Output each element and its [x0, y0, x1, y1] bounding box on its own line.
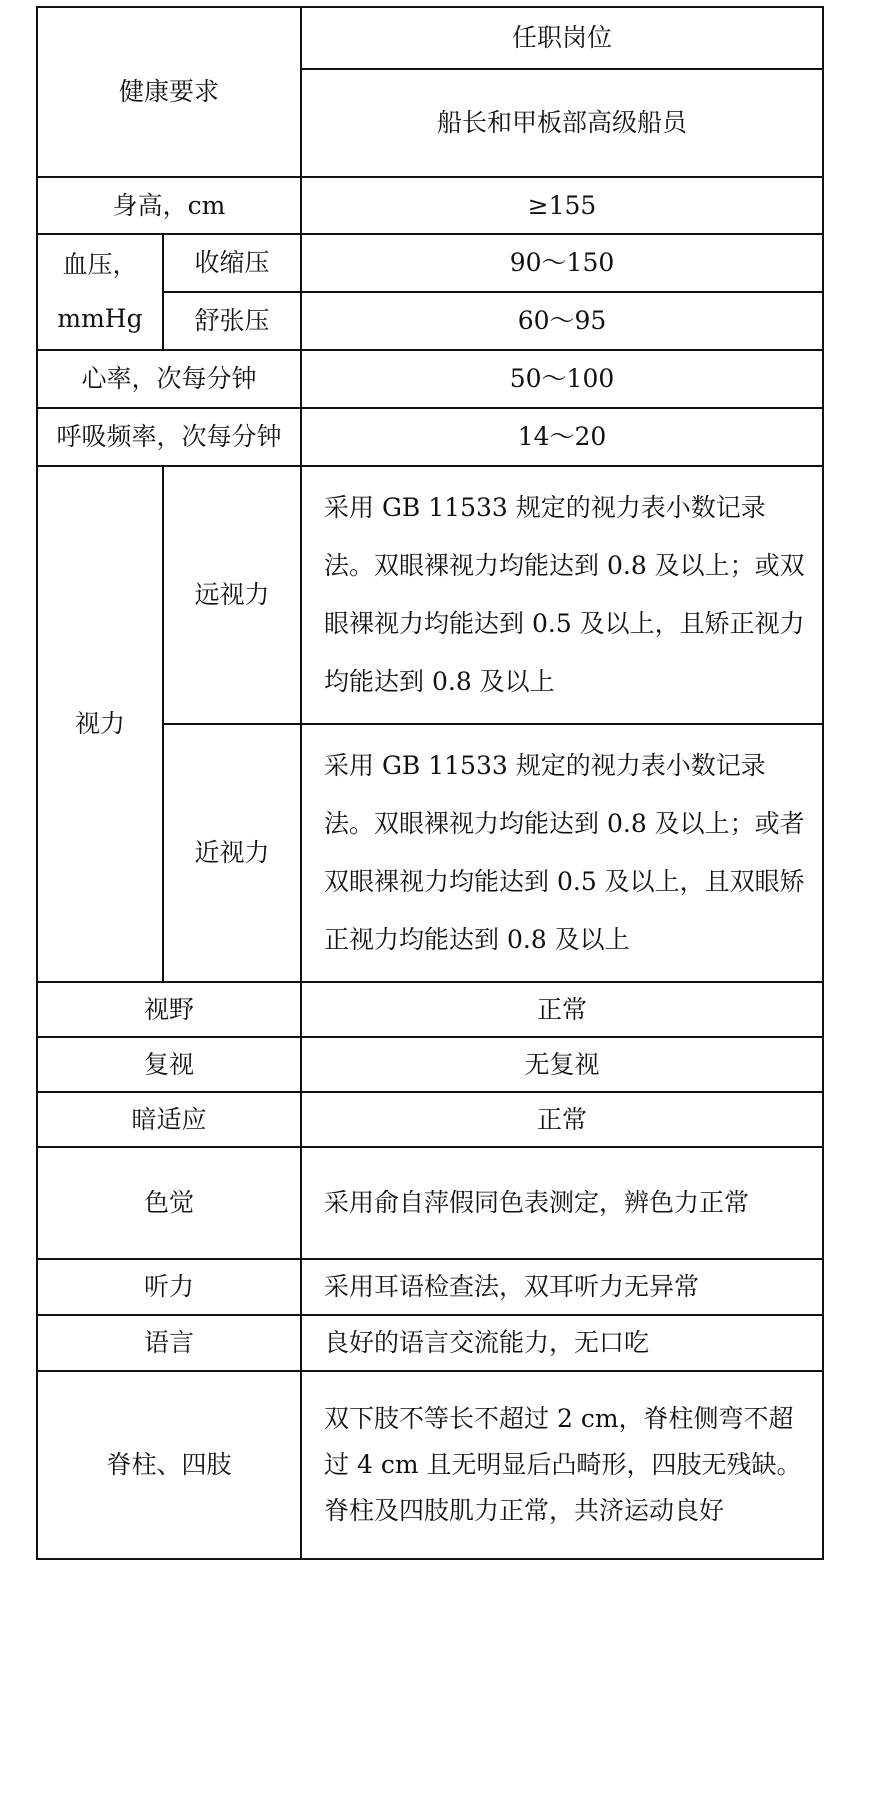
hearing-label: 听力	[37, 1259, 301, 1315]
spine-limbs-value: 双下肢不等长不超过 2 cm，脊柱侧弯不超过 4 cm 且无明显后凸畸形，四肢无残缺。脊柱及四肢肌力正常，共济运动良好	[301, 1371, 823, 1559]
table-row	[37, 408, 823, 466]
near-vision-value: 采用 GB 11533 规定的视力表小数记录法。双眼裸视力均能达到 0.8 及以上；或者双眼裸视力均能达到 0.5 及以上，且双眼矫正视力均能达到 0.8 及以上	[301, 724, 823, 982]
table-row	[37, 1315, 823, 1371]
color-vision-label: 色觉	[37, 1147, 301, 1259]
respiration-value: 14～20	[301, 408, 823, 466]
color-vision-value: 采用俞自萍假同色表测定，辨色力正常	[301, 1147, 823, 1259]
bp-label-line2: mmHg	[57, 304, 143, 333]
bp-label-line1: 血压，	[62, 249, 138, 279]
far-vision-value: 采用 GB 11533 规定的视力表小数记录法。双眼裸视力均能达到 0.8 及以上；或双眼裸视力均能达到 0.5 及以上，且矫正视力均能达到 0.8 及以上	[301, 466, 823, 724]
health-requirements-table	[36, 6, 824, 1560]
position-header: 任职岗位	[301, 7, 823, 69]
diplopia-value: 无复视	[301, 1037, 823, 1092]
visual-field-label: 视野	[37, 982, 301, 1037]
diplopia-label: 复视	[37, 1037, 301, 1092]
near-vision-label: 近视力	[163, 724, 301, 982]
systolic-label: 收缩压	[163, 234, 301, 292]
table-row	[37, 1092, 823, 1147]
table-row	[37, 982, 823, 1037]
table-row	[37, 350, 823, 408]
speech-value: 良好的语言交流能力，无口吃	[301, 1315, 823, 1371]
spine-limbs-label: 脊柱、四肢	[37, 1371, 301, 1559]
position-value: 船长和甲板部高级船员	[301, 69, 823, 177]
table-row	[37, 177, 823, 234]
respiration-label: 呼吸频率，次每分钟	[37, 408, 301, 466]
vision-label: 视力	[37, 466, 163, 982]
requirements-table-wrapper	[36, 6, 824, 1560]
heart-rate-value: 50～100	[301, 350, 823, 408]
visual-field-value: 正常	[301, 982, 823, 1037]
table-row	[37, 1259, 823, 1315]
speech-label: 语言	[37, 1315, 301, 1371]
far-vision-label: 远视力	[163, 466, 301, 724]
table-row	[37, 1147, 823, 1259]
diastolic-label: 舒张压	[163, 292, 301, 350]
systolic-value: 90～150	[301, 234, 823, 292]
table-row	[37, 1371, 823, 1559]
table-row	[37, 234, 823, 292]
heart-rate-label: 心率，次每分钟	[37, 350, 301, 408]
dark-adaptation-label: 暗适应	[37, 1092, 301, 1147]
height-value: ≥155	[301, 177, 823, 234]
health-requirement-header: 健康要求	[37, 7, 301, 177]
height-label: 身高，cm	[37, 177, 301, 234]
table-row	[37, 1037, 823, 1092]
diastolic-value: 60～95	[301, 292, 823, 350]
dark-adaptation-value: 正常	[301, 1092, 823, 1147]
hearing-value: 采用耳语检查法，双耳听力无异常	[301, 1259, 823, 1315]
blood-pressure-label	[37, 234, 163, 350]
table-row	[37, 7, 823, 69]
table-row	[37, 466, 823, 724]
